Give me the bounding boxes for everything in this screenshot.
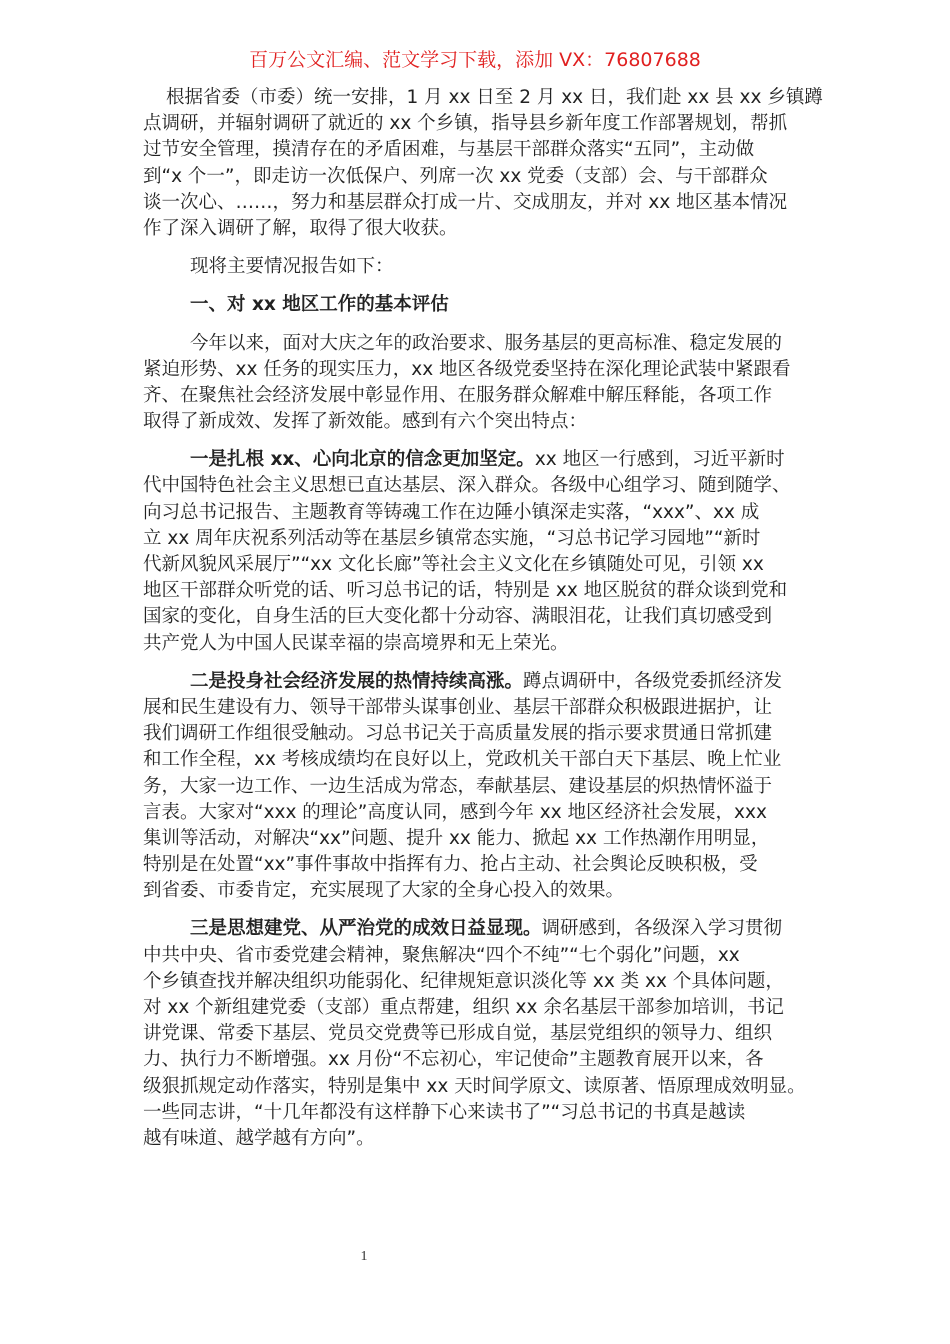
text-line: 集训等活动，对解决“xx”问题、提升 xx 能力、掀起 xx 工作热潮作用明显， [143, 827, 770, 849]
point-lead: 二是投身社会经济发展的热情持续高涨。 [190, 670, 524, 692]
section-heading [143, 292, 823, 318]
section-heading-text: 一、对 xx 地区工作的基本评估 [190, 294, 449, 316]
point-text: 调研感到，各级深入学习贯彻 [541, 918, 783, 940]
text-line: 取得了新成效、发挥了新效能。感到有六个突出特点： [143, 411, 588, 433]
text-line: 到“x 个一”，即走访一次低保户、列席一次 xx 党委（支部）会、与干部群众 [143, 165, 768, 187]
paragraph-point-2 [143, 669, 823, 905]
paragraph-point-3 [143, 916, 823, 1152]
point-text: 蹲点调研中，各级党委抓经济发 [523, 670, 783, 692]
paragraph-point-1 [143, 447, 823, 657]
text-line: 谈一次心、……，努力和基层群众打成一片、交成朋友，并对 xx 地区基本情况 [143, 191, 788, 213]
text-line: 今年以来，面对大庆之年的政治要求、服务基层的更高标准、稳定发展的 [190, 332, 783, 354]
text-line: 和工作全程，xx 考核成绩均在良好以上，党政机关干部白天下基层、晚上忙业 [143, 749, 782, 771]
text-line: 过节安全管理，摸清存在的矛盾困难，与基层干部群众落实“五同”，主动做 [143, 139, 755, 161]
text-line: 我们调研工作组很受触动。习总书记关于高质量发展的指示要求贯通日常抓建 [143, 723, 773, 745]
point-lead: 三是思想建党、从严治党的成效日益显现。 [190, 918, 542, 940]
text-line: 一些同志讲，“十几年都没有这样静下心来读书了”“习总书记的书真是越读 [143, 1101, 746, 1123]
paragraph-report-lead [143, 254, 823, 280]
text-line: 级狠抓规定动作落实，特别是集中 xx 天时间学原文、读原著、悟原理成效明显。 [143, 1075, 806, 1097]
text-line: 言表。大家对“xxx 的理论”高度认同，感到今年 xx 地区经济社会发展，xxx [143, 801, 767, 823]
text-line: 代中国特色社会主义思想已直达基层、深入群众。各级中心组学习、随到随学、 [143, 475, 791, 497]
text-line: 展和民生建设有力、领导干部带头谋事创业、基层干部群众积极跟进据护，让 [143, 696, 773, 718]
text-line: 中共中央、省市委党建会精神，聚焦解决“四个不纯”“七个弱化”问题，xx [143, 944, 740, 966]
text-line: 点调研，并辐射调研了就近的 xx 个乡镇，指导县乡新年度工作部署规划，帮抓 [143, 113, 788, 135]
paragraph-overview [143, 331, 823, 436]
text-line: 向习总书记报告、主题教育等铸魂工作在边陲小镇深走实落，“xxx”、xx 成 [143, 501, 760, 523]
text-line: 务，大家一边工作、一边生活成为常态，奉献基层、建设基层的炽热情怀溢于 [143, 775, 773, 797]
text-line: 国家的变化，自身生活的巨大变化都十分动容、满眼泪花，让我们真切感受到 [143, 606, 773, 628]
text-line: 根据省委（市委）统一安排，1 月 xx 日至 2 月 xx 日，我们赴 xx 县 xx 乡镇蹲 [166, 87, 823, 108]
text-line: 立 xx 周年庆祝系列活动等在基层乡镇常态实施，“习总书记学习园地”“新时 [143, 527, 761, 549]
point-text: xx 地区一行感到，习近平新时 [534, 449, 785, 471]
text-line: 代新风貌风采展厅”“xx 文化长廊”等社会主义文化在乡镇随处可见，引领 xx [143, 554, 764, 575]
text-line: 地区干部群众听党的话、听习总书记的话，特别是 xx 地区脱贫的群众谈到党和 [143, 580, 788, 602]
text-line: 齐、在聚焦社会经济发展中彰显作用、在服务群众解难中解压释能，各项工作 [143, 384, 773, 406]
text-line: 作了深入调研了解，取得了很大收获。 [143, 217, 458, 239]
text-line: 讲党课、常委下基层、党员交党费等已形成自觉，基层党组织的领导力、组织 [143, 1023, 773, 1045]
text-line: 到省委、市委肯定，充实展现了大家的全身心投入的效果。 [143, 880, 625, 902]
text-line: 力、执行力不断增强。xx 月份“不忘初心，牢记使命”主题教育展开以来，各 [143, 1049, 764, 1071]
text-line: 越有味道、越学越有方向”。 [143, 1127, 375, 1149]
text-line: 特别是在处置“xx”事件事故中指挥有力、抢占主动、社会舆论反映积极，受 [143, 854, 758, 876]
paragraph-intro [143, 85, 823, 242]
watermark-title: 百万公文汇编、范文学习下载，添加 VX：76807688 [249, 49, 701, 71]
text-line: 对 xx 个新组建党委（支部）重点帮建，组织 xx 余名基层干部参加培训，书记 [143, 997, 784, 1018]
document-body [143, 85, 823, 1164]
page-number: 1 [360, 1249, 368, 1264]
text-line: 紧迫形势、xx 任务的现实压力，xx 地区各级党委坚持在深化理论武装中紧跟看 [143, 358, 791, 380]
point-lead: 一是扎根 xx、心向北京的信念更加坚定。 [190, 449, 535, 471]
text-line: 个乡镇查找并解决组织功能弱化、纪律规矩意识淡化等 xx 类 xx 个具体问题， [143, 970, 784, 992]
text-line: 现将主要情况报告如下： [190, 256, 394, 278]
text-line: 共产党人为中国人民谋幸福的崇高境界和无上荣光。 [143, 632, 569, 654]
